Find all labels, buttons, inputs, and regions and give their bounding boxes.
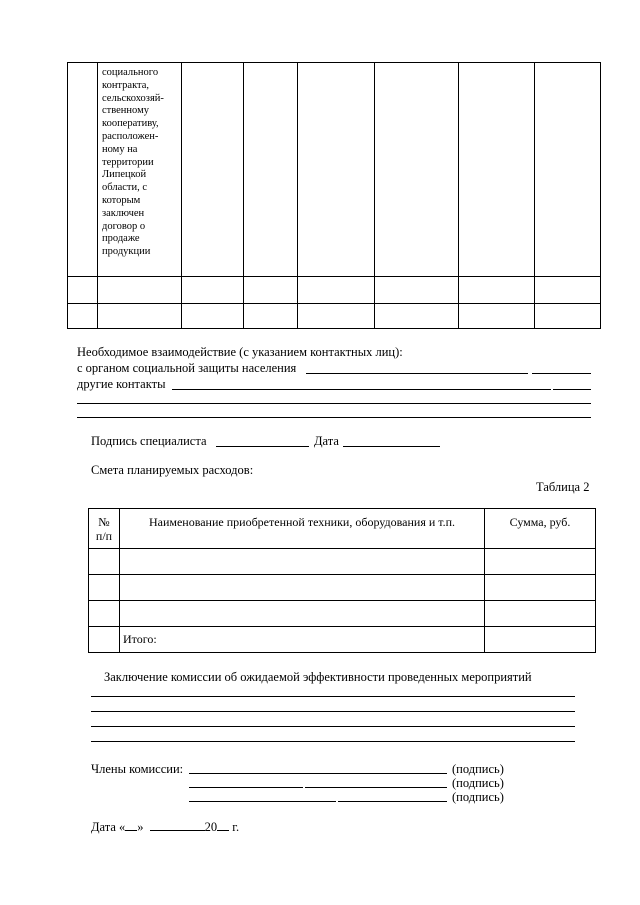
commission-member-field-extra[interactable] — [305, 787, 447, 788]
specialist-signature-label: Подпись специалиста — [91, 434, 207, 448]
table-row — [68, 304, 601, 329]
item-description-text — [102, 67, 179, 259]
other-contacts-line — [77, 377, 166, 391]
other-contacts-field[interactable] — [172, 389, 551, 390]
date-line — [91, 819, 239, 834]
date-day-field[interactable] — [125, 819, 137, 831]
signature-hint: (подпись) — [452, 790, 504, 804]
signature-hint: (подпись) — [452, 762, 504, 776]
signature-date-field[interactable] — [343, 446, 440, 447]
item-text-line: заключен — [102, 207, 145, 219]
date-quote-close: » — [137, 820, 144, 834]
conclusion-line[interactable] — [91, 696, 575, 697]
conclusion-line[interactable] — [91, 726, 575, 727]
table-row — [89, 549, 596, 575]
commission-member-field[interactable] — [189, 773, 447, 774]
date-year-prefix: 20 — [204, 820, 218, 834]
item-description-cell — [98, 63, 182, 277]
interaction-heading: Необходимое взаимодействие (с указанием контактных лиц): — [77, 345, 403, 359]
total-label: Итого: — [120, 627, 485, 653]
table-2-label: Таблица 2 — [536, 480, 590, 494]
item-text-line: договор о — [102, 220, 146, 232]
conclusion-line[interactable] — [91, 711, 575, 712]
date-prefix: Дата « — [91, 820, 126, 834]
item-text-line: контракта, — [102, 79, 150, 91]
item-text-line: территории — [102, 156, 154, 168]
signature-date-label: Дата — [314, 434, 339, 448]
commission-member-field-extra[interactable] — [338, 801, 447, 802]
item-text-line: продаже — [102, 233, 140, 245]
budget-heading: Смета планируемых расходов: — [91, 463, 254, 477]
date-month-field[interactable] — [150, 819, 205, 831]
budget-table — [88, 508, 596, 653]
table-row — [89, 601, 596, 627]
col-name-header: Наименование приобретенной техники, оборудования и т.п. — [120, 509, 485, 549]
total-row — [89, 627, 596, 653]
item-text-line: сельскохозяй- — [102, 92, 164, 104]
date-suffix: г. — [232, 820, 240, 834]
social-protection-field-extra[interactable] — [532, 373, 591, 374]
item-text-line: ному на — [102, 143, 138, 155]
col-sum-header: Сумма, руб. — [485, 509, 596, 549]
social-protection-label: с органом социальной защиты населения — [77, 361, 297, 375]
commission-member-field[interactable] — [189, 801, 336, 802]
item-text-line: Липецкой — [102, 169, 147, 181]
table-row — [89, 575, 596, 601]
budget-header-row — [89, 509, 596, 549]
item-text-line: которым — [102, 194, 141, 206]
item-text-line: области, с — [102, 182, 148, 194]
other-contacts-label: другие контакты — [77, 377, 166, 391]
signature-hint: (подпись) — [452, 776, 504, 790]
other-contacts-field-extra[interactable] — [553, 389, 591, 390]
table-row — [68, 63, 601, 277]
col-number-header: № п/п — [89, 509, 120, 549]
social-protection-field[interactable] — [306, 373, 528, 374]
item-text-line: социального — [102, 67, 159, 78]
conclusion-heading: Заключение комиссии об ожидаемой эффективности проведенных мероприятий — [104, 670, 532, 684]
specialist-signature-field[interactable] — [216, 446, 309, 447]
item-text-line: расположен- — [102, 130, 159, 142]
item-text-line: продукции — [102, 246, 151, 258]
item-text-line: кооперативу, — [102, 118, 159, 130]
table-row — [68, 277, 601, 304]
interaction-blank-line[interactable] — [77, 403, 591, 404]
item-text-line: ственному — [102, 105, 149, 117]
conclusion-line[interactable] — [91, 741, 575, 742]
continuation-table — [67, 62, 601, 329]
commission-member-field[interactable] — [189, 787, 303, 788]
social-protection-line — [77, 361, 296, 375]
interaction-blank-line[interactable] — [77, 417, 591, 418]
date-year-field[interactable] — [217, 819, 229, 831]
commission-label: Члены комиссии: — [91, 762, 184, 776]
